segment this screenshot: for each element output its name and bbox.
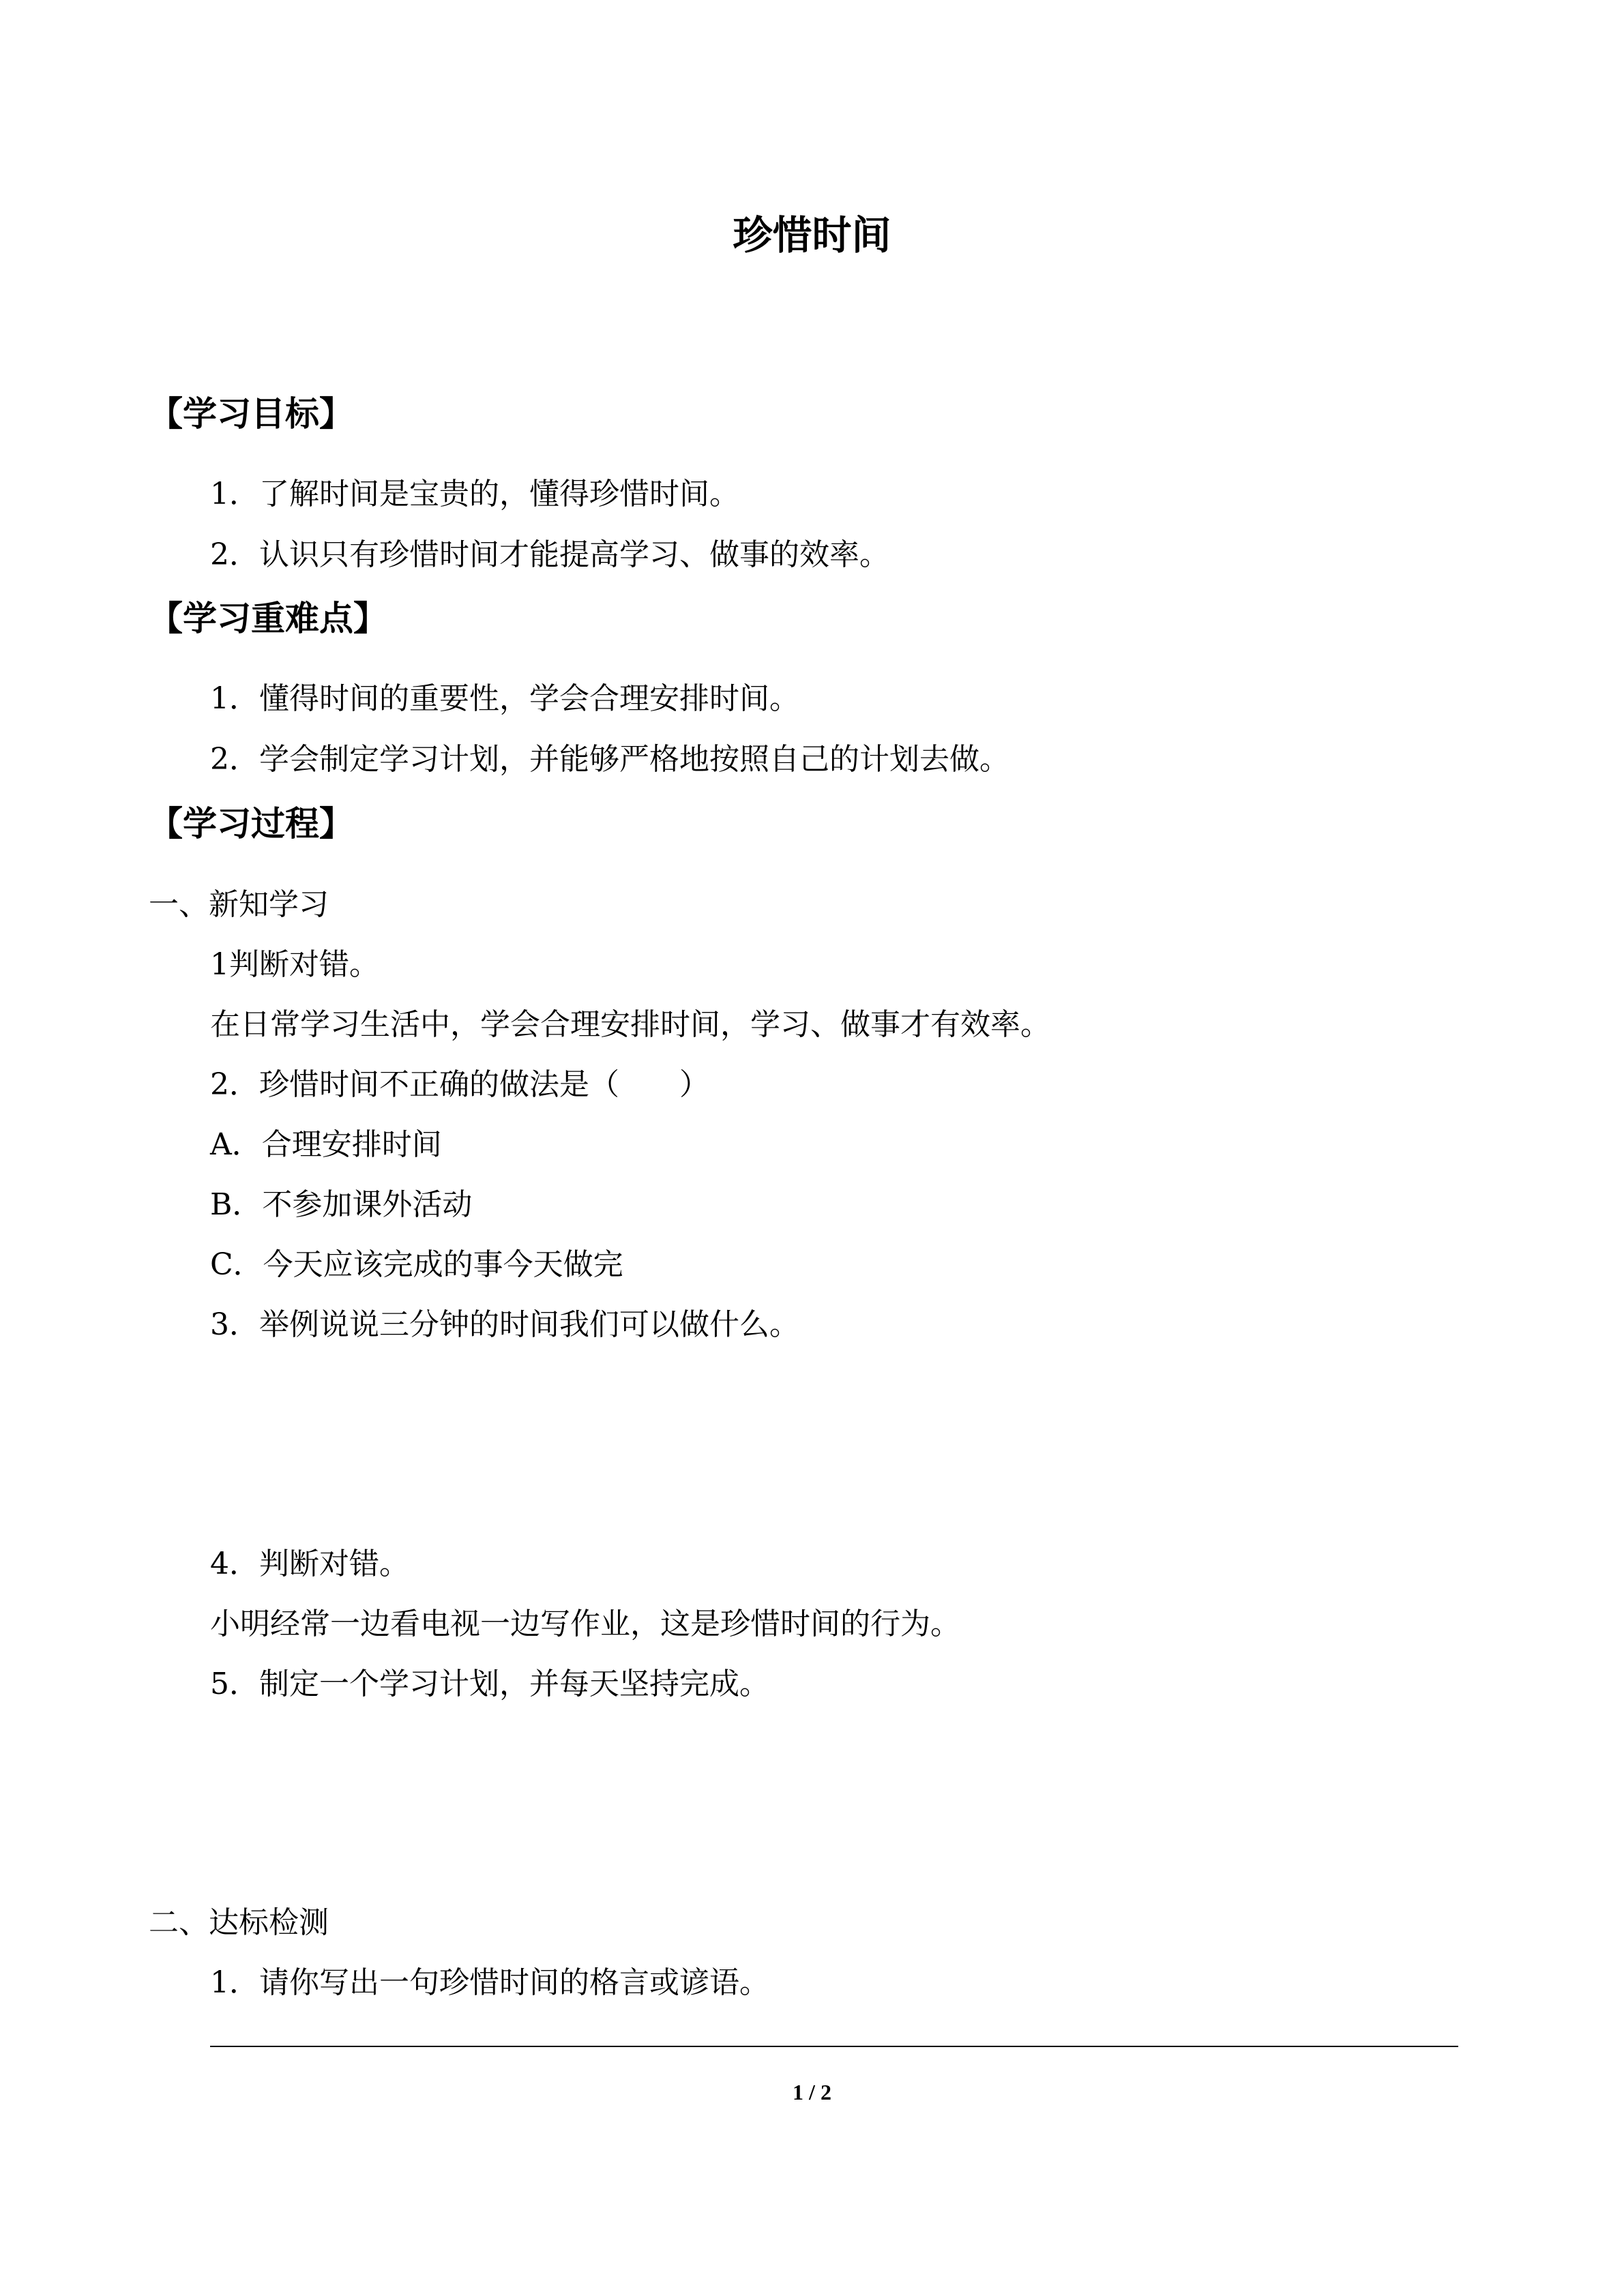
part2-heading: 二、达标检测 — [149, 1905, 329, 1940]
part1-heading: 一、新知学习 — [149, 887, 329, 922]
question-line: 3．举例说说三分钟的时间我们可以做什么。 — [210, 1307, 799, 1342]
option-b: B．不参加课外活动 — [210, 1187, 473, 1222]
footer-divider — [210, 2046, 1458, 2047]
question-line: 5．制定一个学习计划，并每天坚持完成。 — [210, 1667, 769, 1701]
section-heading-key-points: 【学习重难点】 — [149, 599, 387, 638]
question-line: 小明经常一边看电视一边写作业，这是珍惜时间的行为。 — [210, 1607, 960, 1641]
question-line: 1．请你写出一句珍惜时间的格言或谚语。 — [210, 1965, 769, 2000]
question-line: 2．珍惜时间不正确的做法是（ ） — [210, 1067, 709, 1102]
key-point-item: 1．懂得时间的重要性，学会合理安排时间。 — [210, 681, 799, 716]
objective-item: 2．认识只有珍惜时间才能提高学习、做事的效率。 — [210, 537, 889, 572]
question-line: 在日常学习生活中，学会合理安排时间，学习、做事才有效率。 — [210, 1007, 1050, 1042]
option-c: C．今天应该完成的事今天做完 — [210, 1247, 623, 1282]
section-heading-objectives: 【学习目标】 — [149, 394, 353, 434]
section-heading-process: 【学习过程】 — [149, 804, 353, 844]
question-line: 4．判断对错。 — [210, 1547, 409, 1581]
question-line: 1判断对错。 — [210, 947, 379, 982]
page-number: 1 / 2 — [793, 2080, 831, 2104]
page-title: 珍惜时间 — [733, 212, 891, 258]
objective-item: 1．了解时间是宝贵的，懂得珍惜时间。 — [210, 477, 739, 511]
key-point-item: 2．学会制定学习计划，并能够严格地按照自己的计划去做。 — [210, 742, 1009, 777]
option-a: A．合理安排时间 — [210, 1127, 442, 1162]
